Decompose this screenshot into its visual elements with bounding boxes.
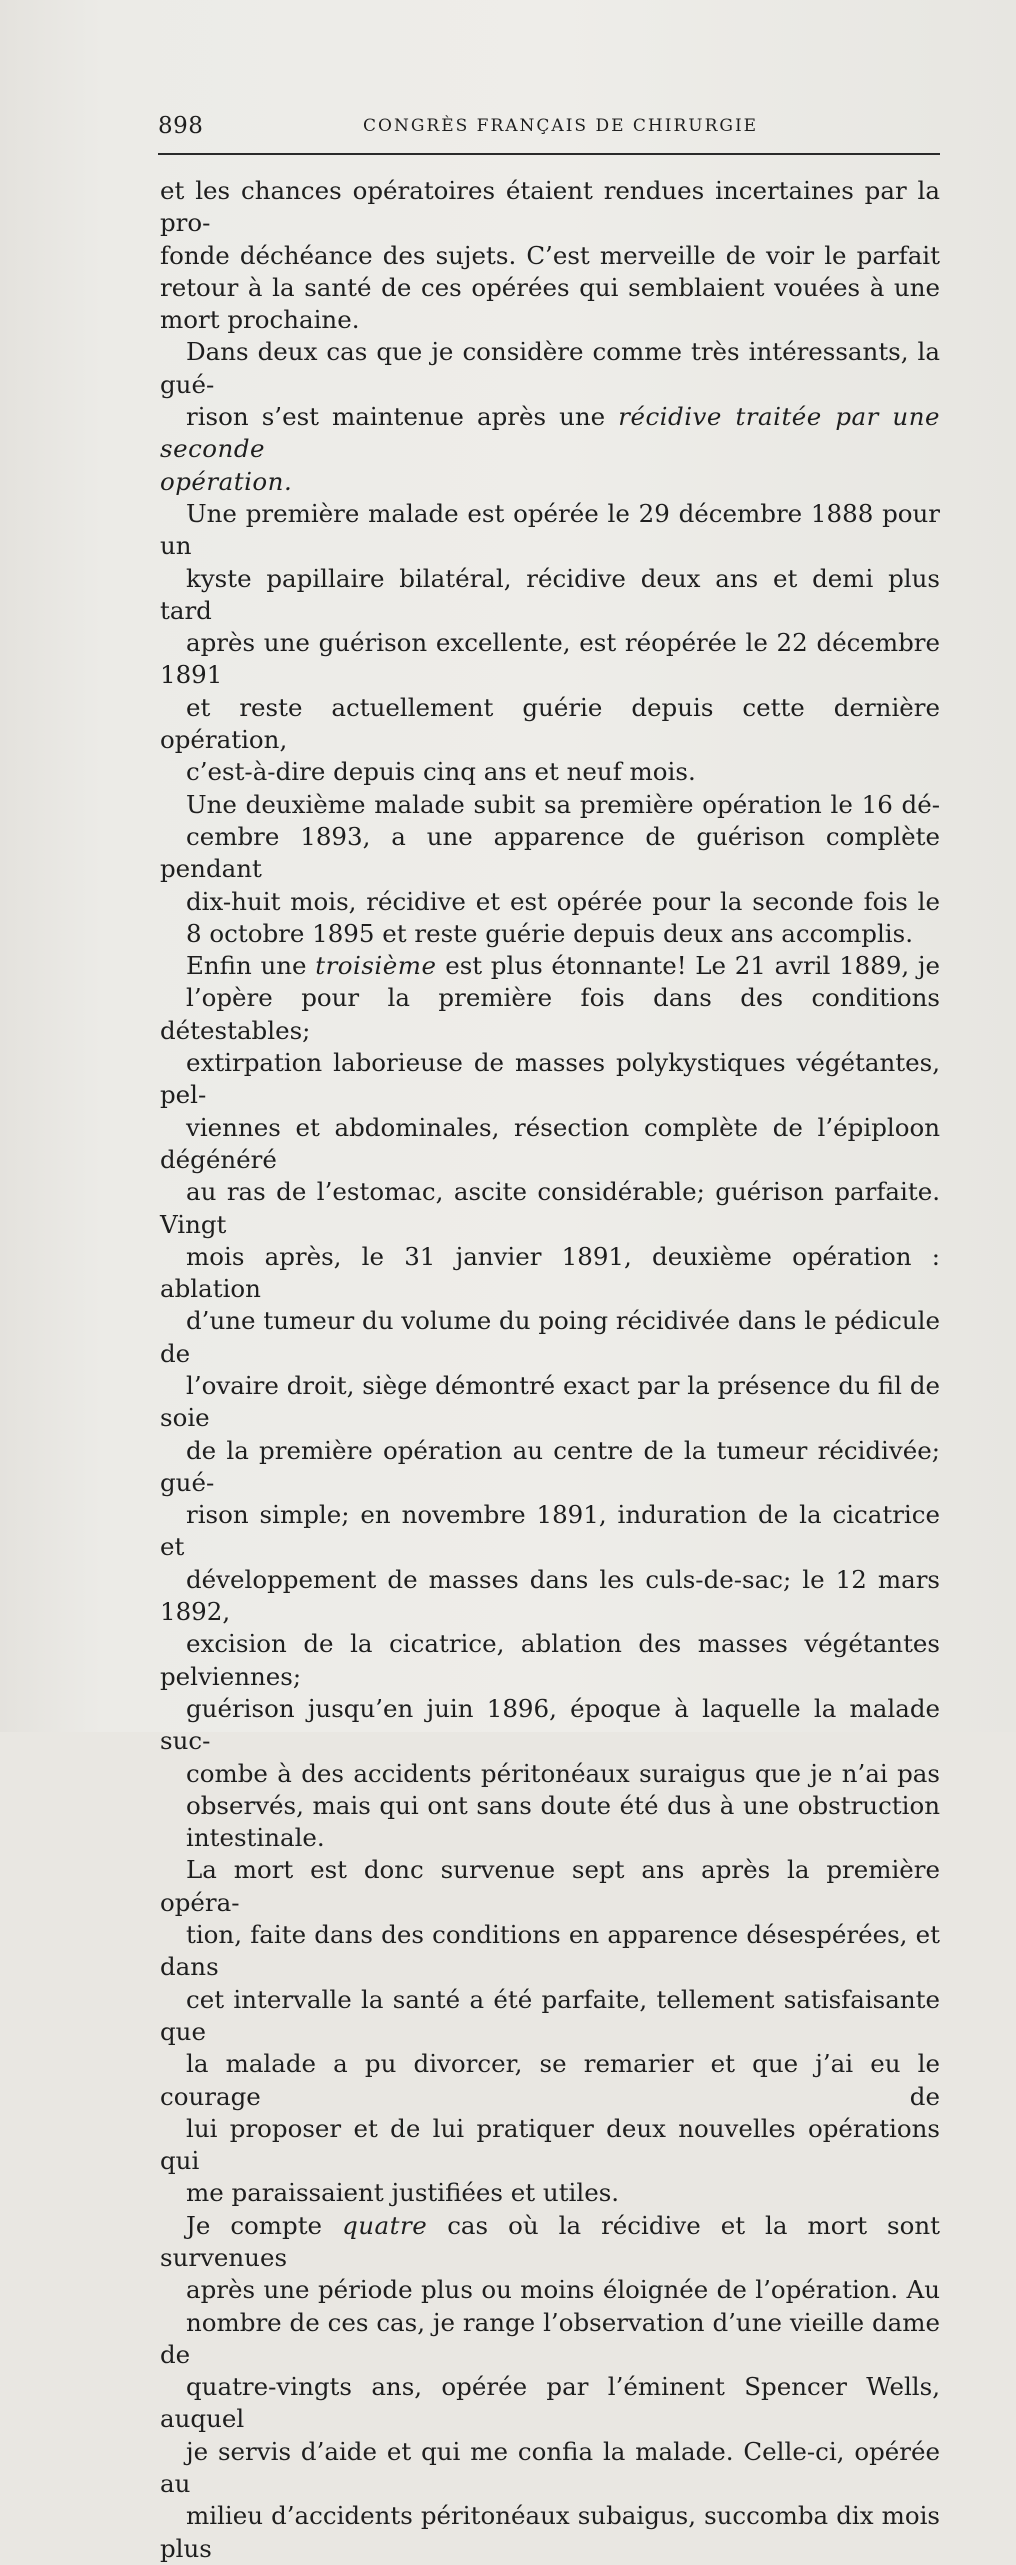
text-line: après une guérison excellente, est réopérée le 22 décembre 1891 bbox=[160, 628, 940, 690]
text-line: et les chances opératoires étaient rendues incertaines par la pro- bbox=[160, 176, 940, 238]
text-line: extirpation laborieuse de masses polykystiques végétantes, pel- bbox=[160, 1048, 940, 1110]
text-line: mois après, le 31 janvier 1891, deuxième opération : ablation bbox=[160, 1241, 940, 1304]
text-line bbox=[160, 950, 940, 982]
text-line: fonde déchéance des sujets. C’est merveille de voir le parfait bbox=[160, 240, 940, 270]
text-line: quatre-vingts ans, opérée par l’éminent Spencer Wells, auquel bbox=[160, 2372, 940, 2434]
paragraph bbox=[160, 950, 940, 1854]
text-line: excision de la cicatrice, ablation des masses végétantes pelviennes; bbox=[160, 1629, 940, 1691]
text-line: l’opère pour la première fois dans des conditions détestables; bbox=[160, 983, 940, 1045]
text-line: l’ovaire droit, siège démontré exact par la présence du fil de soie bbox=[160, 1370, 940, 1433]
text-line: opération. bbox=[160, 466, 293, 496]
text-line: au ras de l’estomac, ascite considérable; guérison parfaite. Vingt bbox=[160, 1177, 940, 1239]
paragraph bbox=[160, 2210, 940, 2565]
text-line: intestinale. bbox=[186, 1823, 325, 1853]
text-body bbox=[160, 175, 940, 2565]
text-line: viennes et abdominales, résection complète de l’épiploon dégénéré bbox=[160, 1112, 940, 1174]
text-line: développement de masses dans les culs-de-sac; le 12 mars 1892, bbox=[160, 1564, 940, 1627]
text-line: je servis d’aide et qui me confia la malade. Celle-ci, opérée au bbox=[160, 2436, 940, 2499]
text-line: kyste papillaire bilatéral, récidive deux ans et demi plus tard bbox=[160, 563, 940, 625]
text-line: retour à la santé de ces opérées qui semblaient vouées à une bbox=[160, 272, 940, 302]
paragraph bbox=[160, 336, 940, 497]
text-line: 8 octobre 1895 et reste guérie depuis deux ans accomplis. bbox=[186, 918, 914, 948]
text-segment: Je compte bbox=[186, 2210, 343, 2240]
text-line: Dans deux cas que je considère comme très intéressants, la gué- bbox=[160, 337, 940, 399]
text-line: après une période plus ou moins éloignée de l’opération. Au bbox=[186, 2275, 940, 2305]
paragraph bbox=[160, 498, 940, 789]
text-segment: rison s’est maintenue après une bbox=[186, 402, 619, 432]
text-line: milieu d’accidents péritonéaux subaigus, succomba dix mois plus bbox=[160, 2501, 940, 2563]
text-line: mort prochaine. bbox=[160, 305, 360, 335]
text-line: cembre 1893, a une apparence de guérison complète pendant bbox=[160, 821, 940, 884]
text-line: rison simple; en novembre 1891, induration de la cicatrice et bbox=[160, 1500, 940, 1562]
text-line: et reste actuellement guérie depuis cette dernière opération, bbox=[160, 692, 940, 755]
text-segment: cas où la récidive et la mort sont survenues bbox=[160, 2210, 940, 2272]
text-line: guérison jusqu’en juin 1896, époque à laquelle la malade suc- bbox=[160, 1693, 940, 1756]
text-line: c’est-à-dire depuis cinq ans et neuf mois. bbox=[186, 757, 696, 787]
text-line: La mort est donc survenue sept ans après la première opéra- bbox=[160, 1855, 940, 1917]
text-line: me paraissaient justifiées et utiles. bbox=[186, 2178, 620, 2208]
text-line: cet intervalle la santé a été parfaite, tellement satisfaisante que bbox=[160, 1984, 940, 2046]
page-header bbox=[158, 113, 940, 143]
paragraph bbox=[160, 1854, 940, 2209]
text-line: combe à des accidents péritonéaux suraigus que je n’ai pas bbox=[186, 1758, 940, 1788]
text-line: dix-huit mois, récidive et est opérée pour la seconde fois le bbox=[186, 886, 940, 916]
text-line: nombre de ces cas, je range l’observation d’une vieille dame de bbox=[160, 2307, 940, 2369]
italic-word: quatre bbox=[342, 2210, 428, 2240]
text-line: tion, faite dans des conditions en apparence désespérées, et dans bbox=[160, 1920, 940, 1982]
page-number: 898 bbox=[158, 113, 204, 139]
text-line: lui proposer et de lui pratiquer deux nouvelles opérations qui bbox=[160, 2113, 940, 2176]
text-line: Une deuxième malade subit sa première opération le 16 dé- bbox=[186, 789, 940, 819]
text-line: la malade a pu divorcer, se remarier et que j’ai eu le courage de bbox=[160, 2049, 940, 2111]
text-line bbox=[160, 2210, 940, 2275]
text-line: de la première opération au centre de la tumeur récidivée; gué- bbox=[160, 1435, 940, 1497]
text-segment: Enfin une bbox=[186, 951, 316, 981]
paragraph bbox=[160, 789, 940, 950]
paragraph bbox=[160, 175, 940, 336]
text-segment: est plus étonnante! Le 21 avril 1889, je bbox=[436, 951, 940, 981]
running-head: CONGRÈS FRANÇAIS DE CHIRURGIE bbox=[363, 116, 759, 136]
italic-word: troisième bbox=[315, 951, 437, 981]
text-line: Une première malade est opérée le 29 décembre 1888 pour un bbox=[160, 498, 940, 561]
italic-phrase: récidive traitée par une seconde bbox=[160, 402, 940, 464]
text-line: observés, mais qui ont sans doute été dus à une obstruction bbox=[186, 1790, 940, 1820]
text-line bbox=[160, 401, 940, 466]
text-line: d’une tumeur du volume du poing récidivée dans le pédicule de bbox=[160, 1306, 940, 1368]
header-rule bbox=[158, 153, 940, 155]
